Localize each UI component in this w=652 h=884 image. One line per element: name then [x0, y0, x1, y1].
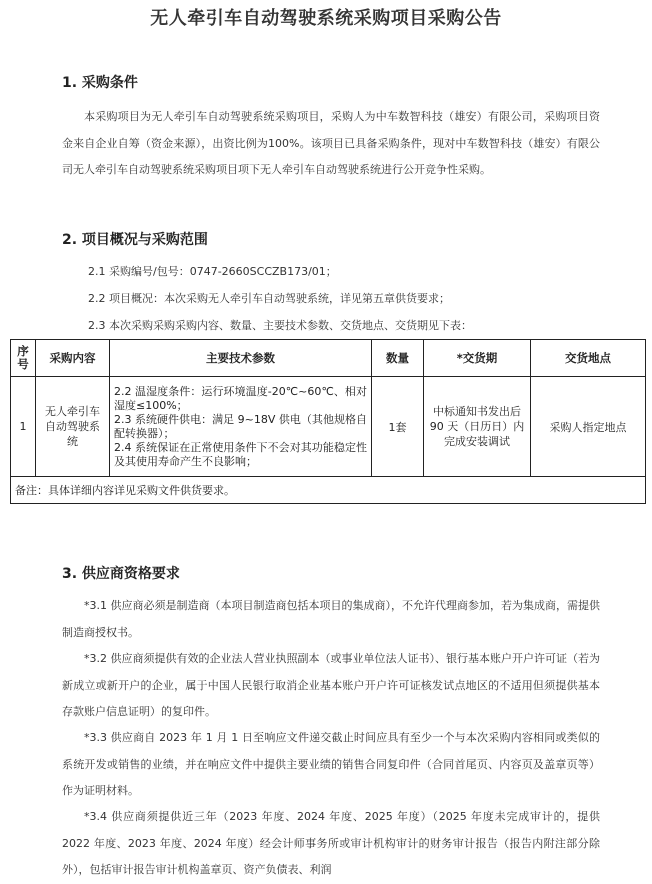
col-header-delivery: *交货期 — [424, 340, 531, 377]
table-row — [11, 377, 646, 477]
page-title: 无人牵引车自动驾驶系统采购项目采购公告 — [150, 8, 502, 29]
cell-params — [110, 377, 372, 477]
section-3-4: *3.4 供应商须提供近三年（2023 年度、2024 年度、2025 年度）（2025 年度未完成审计的，提供 2022 年度、2023 年度、2024 年度）经会计师事务所或审计机构审计的财务审计报告（报告内附注部分除外），包括审计报告审计机构盖章页、资产负债表、利润 — [62, 810, 600, 876]
col-header-seq: 序号 — [11, 340, 36, 377]
section-3-2: *3.2 供应商须提供有效的企业法人营业执照副本（或事业单位法人证书）、银行基本账户开户许可证（若为新成立或新开户的企业，属于中国人民银行取消企业基本账户开户许可证核发试点地区的不适用但须提供基本存款账户信息证明）的复印件。 — [62, 652, 600, 718]
cell-qty: 1套 — [372, 377, 424, 477]
table-header-row — [11, 340, 646, 377]
cell-seq: 1 — [11, 377, 36, 477]
cell-place: 采购人指定地点 — [531, 377, 646, 477]
param-line: 2.3 系统硬件供电：满足 9~18V 供电（其他规格自配转换器）； — [114, 412, 367, 440]
col-header-content: 采购内容 — [36, 340, 110, 377]
param-line: 2.2 温湿度条件：运行环境温度-20℃~60℃、相对湿度≤100%； — [114, 384, 367, 412]
table-note-row — [11, 477, 646, 504]
section-2-3: 2.3 本次采购采购采购内容、数量、主要技术参数、交货地点、交货期见下表： — [88, 319, 472, 332]
section-1-body: 本采购项目为无人牵引车自动驾驶系统采购项目，采购人为中车数智科技（雄安）有限公司，采购项目资金来自企业自筹（资金来源），出资比例为100%。该项目已具备采购条件，现对中车数智科技（雄安）有限公司无人牵引车自动驾驶系统采购项目项下无人牵引车自动驾驶系统进行公开竞争性采购。 — [62, 110, 600, 176]
col-header-qty: 数量 — [372, 340, 424, 377]
section-3-heading: 3. 供应商资格要求 — [62, 566, 180, 582]
cell-content: 无人牵引车自动驾驶系统 — [36, 377, 110, 477]
col-header-place: 交货地点 — [531, 340, 646, 377]
param-line: 2.4 系统保证在正常使用条件下不会对其功能稳定性及其使用寿命产生不良影响； — [114, 440, 367, 468]
section-2-heading: 2. 项目概况与采购范围 — [62, 232, 208, 248]
section-2-2: 2.2 项目概况：本次采购无人牵引车自动驾驶系统，详见第五章供货要求； — [88, 292, 450, 305]
cell-delivery: 中标通知书发出后 90 天（日历日）内完成安装调试 — [424, 377, 531, 477]
section-1-heading: 1. 采购条件 — [62, 75, 138, 91]
section-2-1: 2.1 采购编号/包号：0747-2660SCCZB173/01； — [88, 265, 337, 278]
procurement-table — [10, 339, 646, 504]
section-3-3: *3.3 供应商自 2023 年 1 月 1 日至响应文件递交截止时间应具有至少一个与本次采购内容相同或类似的系统开发或销售的业绩，并在响应文件中提供主要业绩的销售合同复印件（合同首尾页、内容页及盖章页等）作为证明材料。 — [62, 731, 600, 797]
col-header-params: 主要技术参数 — [110, 340, 372, 377]
section-3-1: *3.1 供应商必须是制造商（本项目制造商包括本项目的集成商），不允许代理商参加，若为集成商，需提供制造商授权书。 — [62, 599, 600, 639]
table-note: 备注：具体详细内容详见采购文件供货要求。 — [11, 477, 646, 504]
